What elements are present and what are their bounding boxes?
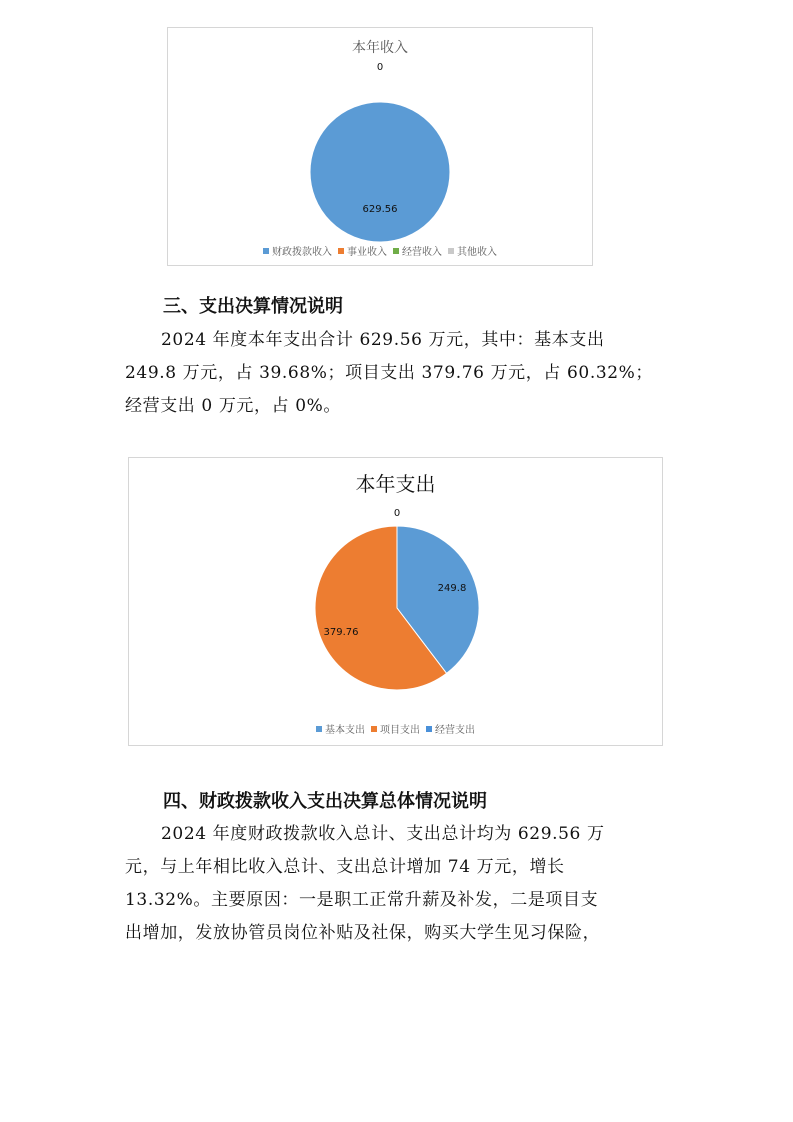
income-chart-title: 本年收入 (352, 40, 408, 56)
expense-chart-title: 本年支出 (355, 472, 436, 496)
legend-item (393, 243, 442, 258)
income-pie (168, 28, 594, 267)
paragraph-line: 出增加，发放协管员岗位补贴及社保，购买大学生见习保险， (125, 923, 601, 943)
legend-swatch (393, 248, 399, 254)
legend-label: 事业收入 (347, 247, 387, 258)
legend-label: 基本支出 (325, 725, 365, 736)
legend-swatch (448, 248, 454, 254)
expense-heading: 三、支出决算情况说明 (163, 296, 343, 317)
pie-data-label: 379.76 (323, 627, 359, 638)
legend-swatch (371, 726, 377, 732)
pie-data-label: 249.8 (437, 583, 467, 594)
pie-data-label: 629.56 (362, 204, 398, 215)
legend-swatch (316, 726, 322, 732)
fiscal-heading: 四、财政拨款收入支出决算总体情况说明 (163, 791, 487, 812)
paragraph-line: 经营支出 0 万元，占 0%。 (125, 396, 341, 416)
legend-label: 经营支出 (435, 725, 475, 736)
legend-item (263, 243, 332, 258)
paragraph-line: 249.8 万元，占 39.68%；项目支出 379.76 万元，占 60.32%； (125, 363, 654, 383)
income-chart (167, 27, 593, 266)
legend-swatch (338, 248, 344, 254)
expense-paragraph (125, 324, 673, 423)
legend-label: 财政拨款收入 (272, 247, 332, 258)
income-legend (168, 243, 592, 258)
legend-item (316, 721, 365, 736)
legend-item (371, 721, 420, 736)
pie-data-label: 0 (376, 62, 384, 73)
paragraph-line: 2024 年度本年支出合计 629.56 万元，其中：基本支出 (161, 330, 605, 350)
pie-slice-1 (310, 102, 450, 242)
pie-data-label: 0 (393, 508, 401, 519)
legend-swatch (426, 726, 432, 732)
legend-item (448, 243, 497, 258)
paragraph-line: 2024 年度财政拨款收入总计、支出总计均为 629.56 万 (161, 824, 605, 844)
expense-chart (128, 457, 663, 746)
paragraph-line: 元，与上年相比收入总计、支出总计增加 74 万元，增长 (125, 857, 565, 877)
legend-label: 经营收入 (402, 247, 442, 258)
expense-pie (129, 458, 664, 747)
fiscal-paragraph (125, 818, 673, 950)
legend-swatch (263, 248, 269, 254)
legend-label: 项目支出 (380, 725, 420, 736)
expense-legend (129, 721, 662, 736)
legend-label: 其他收入 (457, 247, 497, 258)
legend-item (426, 721, 475, 736)
paragraph-line: 13.32%。主要原因：一是职工正常升薪及补发，二是项目支 (125, 890, 599, 910)
legend-item (338, 243, 387, 258)
